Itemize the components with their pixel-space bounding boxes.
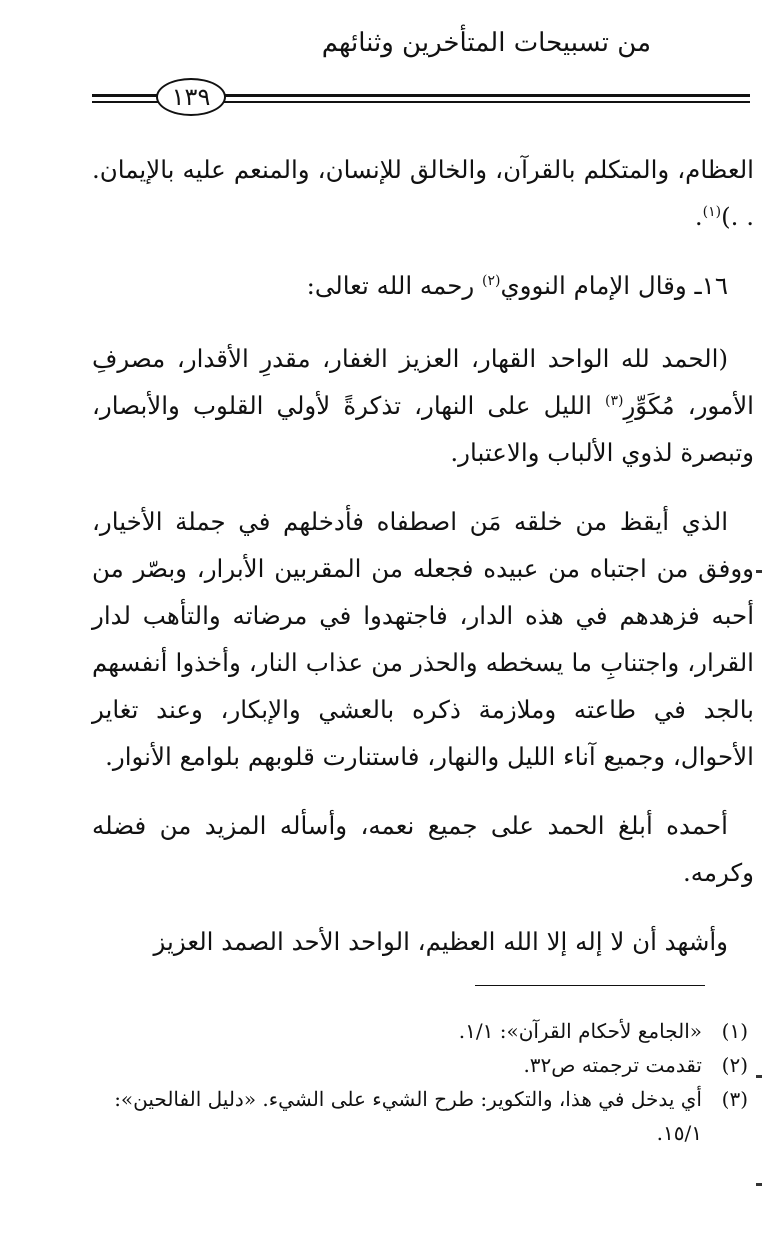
paragraph-1-end: . <box>694 202 703 231</box>
paragraph-5: أحمده أبلغ الحمد على جميع نعمه، وأسأله المزيد من فضله وكرمه. <box>92 811 754 887</box>
paragraph-4: الذي أيقظ من خلقه مَن اصطفاه فأدخلهم في جملة الأخيار، ووفق من اجتباه من عبيده فجعله من المقربين الأبرار، وبصّر من أحبه فزهدهم في هذه الدار، فاجتهدوا في مرضاته والتأهب لدار القرار، واجتنابِ ما يسخطه والحذر من عذاب النار، وأخذوا أنفسهم بالجد في طاعته وملازمة ذكره بالعشي والإبكار، وعند تغاير الأحوال، وجميع آناء الليل والنهار، فاستنارت قلوبهم بلوامع الأنوار. <box>92 507 754 771</box>
footnote-text: أي يدخل في هذا، والتكوير: طرح الشيء على الشيء. «دليل الفالحين»: ١٥/١. <box>114 1087 702 1145</box>
margin-mark <box>756 1075 762 1078</box>
margin-mark <box>756 1183 762 1186</box>
paragraph-1-text: العظام، والمتكلم بالقرآن، والخالق للإنسان، والمنعم عليه بالإيمان. . .) <box>92 155 754 231</box>
footnote-ref-3: (٣) <box>605 392 624 409</box>
footnote-text: «الجامع لأحكام القرآن»: ١/١. <box>458 1019 702 1043</box>
footnote-1 <box>80 1014 748 1048</box>
paragraph-3 <box>92 335 754 476</box>
footnote-number: (٢) <box>721 1053 748 1077</box>
paragraph-6: وأشهد أن لا إله إلا الله العظيم، الواحد الأحد الصمد العزيز <box>153 927 728 956</box>
body-text <box>92 146 754 987</box>
page-number: ١٣٩ <box>156 78 226 116</box>
paragraph-3-end: الليل على النهار، تذكرةً لأولي القلوب والأبصار، وتبصرة لذوي الألباب والاعتبار. <box>92 391 754 467</box>
footnote-separator <box>475 985 705 986</box>
heading-text: ١٦ـ وقال الإمام النووي <box>500 271 728 300</box>
heading-end: رحمه الله تعالى: <box>306 271 482 300</box>
footnote-number: (٣) <box>721 1087 748 1111</box>
footnote-text: تقدمت ترجمته ص٣٢. <box>523 1053 702 1077</box>
footnotes <box>80 1014 748 1150</box>
footnote-2 <box>80 1048 748 1082</box>
footnote-ref-2: (٢) <box>481 272 501 289</box>
footnote-number: (١) <box>721 1019 748 1043</box>
running-title: من تسبيحات المتأخرين وثنائهم <box>321 28 651 58</box>
paragraph-1 <box>92 146 754 240</box>
margin-mark <box>756 570 762 573</box>
section-heading-16 <box>92 262 754 309</box>
footnote-3 <box>80 1082 748 1150</box>
header-rule-left <box>92 94 158 103</box>
paragraph-3-start: (الحمد لله الواحد القهار، العزيز الغفار، مقدرِ الأقدار، مصرفِ الأمور، مُكَوِّرِ <box>92 344 754 420</box>
header-rule-right <box>222 94 750 103</box>
footnote-ref-1: (١) <box>702 203 722 220</box>
